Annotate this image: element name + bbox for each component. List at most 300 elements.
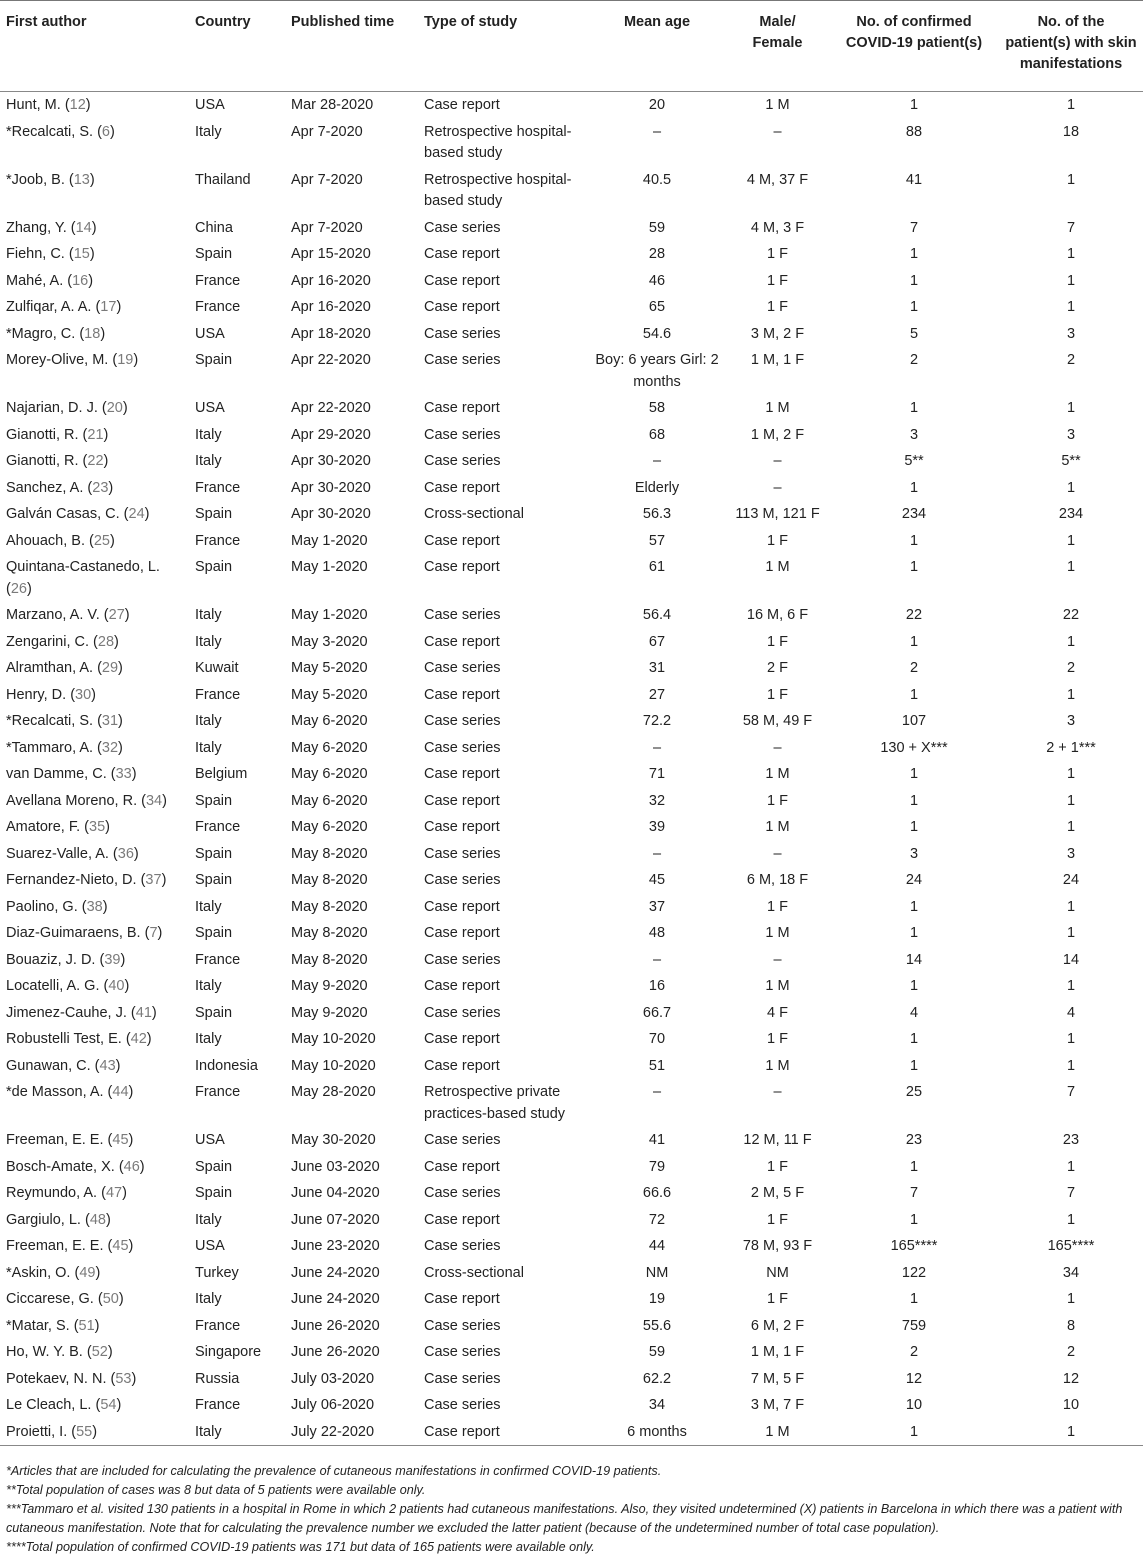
cell-published-time: Apr 7-2020 bbox=[291, 171, 363, 188]
cell-published-time: Apr 15-2020 bbox=[291, 246, 371, 262]
cell-skin: 1 bbox=[1066, 1057, 1076, 1074]
cell-male-female: 1 M bbox=[765, 1423, 790, 1440]
cell-first-author: Fernandez-Nieto, D. (37) bbox=[6, 872, 167, 888]
table-row bbox=[0, 788, 1143, 815]
reference-link[interactable]: 23 bbox=[92, 479, 109, 496]
cell-skin: 4 bbox=[1066, 1004, 1076, 1021]
reference-link[interactable]: 20 bbox=[106, 400, 123, 416]
cell-mean-age: 68 bbox=[648, 426, 666, 443]
cell-confirmed: 1 bbox=[909, 792, 919, 809]
author-name: Fiehn, C. bbox=[6, 246, 65, 262]
cell-male-female: 3 M, 7 F bbox=[750, 1397, 805, 1413]
cell-confirmed: 2 bbox=[909, 352, 919, 368]
cell-confirmed: 23 bbox=[905, 1132, 923, 1148]
cell-mean-age: 51 bbox=[648, 1057, 666, 1074]
reference-link[interactable]: 32 bbox=[101, 739, 119, 756]
col-header-country: Country bbox=[195, 14, 251, 30]
table-row bbox=[0, 1207, 1143, 1234]
cell-male-female: NM bbox=[766, 1264, 789, 1281]
table-row bbox=[0, 1000, 1143, 1027]
cell-published-time: Apr 18-2020 bbox=[291, 325, 371, 342]
cell-first-author: Ahouach, B. (25) bbox=[6, 532, 115, 549]
table-row bbox=[0, 814, 1143, 841]
cell-confirmed: 4 bbox=[909, 1004, 919, 1021]
cell-first-author: *Recalcati, S. (6) bbox=[6, 123, 115, 140]
table-row bbox=[0, 215, 1143, 242]
cell-first-author: Galván Casas, C. (24) bbox=[6, 506, 150, 522]
footnote: **Total population of cases was 8 but data of 5 patients were available only. bbox=[6, 1483, 426, 1497]
cell-skin: 1 bbox=[1066, 686, 1076, 703]
cell-published-time: July 03-2020 bbox=[291, 1370, 375, 1387]
cell-type-of-study: Case report bbox=[424, 1423, 500, 1440]
cell-confirmed: 1 bbox=[909, 819, 919, 835]
cell-skin: 2 bbox=[1066, 660, 1076, 676]
table-row bbox=[0, 1079, 1143, 1127]
table-row bbox=[0, 1366, 1143, 1393]
cell-confirmed: 1 bbox=[909, 532, 919, 549]
cell-type-of-study: Case report bbox=[424, 792, 500, 809]
table-row bbox=[0, 629, 1143, 656]
reference-link[interactable]: 30 bbox=[75, 686, 92, 703]
cell-mean-age: 71 bbox=[648, 766, 666, 782]
cell-country: Spain bbox=[195, 792, 233, 809]
reference-link[interactable]: 22 bbox=[87, 453, 104, 469]
cell-mean-age: 20 bbox=[648, 97, 666, 113]
cell-mean-age: 55.6 bbox=[642, 1317, 672, 1334]
cell-type-of-study: Case report bbox=[424, 766, 500, 782]
cell-confirmed: 1 bbox=[909, 97, 919, 113]
cell-first-author: Potekaev, N. N. (53) bbox=[6, 1370, 137, 1387]
cell-type-of-study: Case report bbox=[424, 1031, 500, 1047]
cell-mean-age: 39 bbox=[648, 819, 666, 835]
cell-published-time: May 5-2020 bbox=[291, 660, 368, 676]
cell-country: Spain bbox=[195, 352, 233, 368]
cell-first-author: Gargiulo, L. (48) bbox=[6, 1211, 111, 1228]
reference-link[interactable]: 42 bbox=[130, 1031, 147, 1047]
cell-country: Russia bbox=[195, 1370, 240, 1387]
reference-link[interactable]: 24 bbox=[128, 506, 145, 522]
cell-mean-age: 37 bbox=[648, 898, 666, 915]
cell-published-time: July 06-2020 bbox=[291, 1397, 375, 1413]
cell-skin: 5** bbox=[1061, 453, 1081, 469]
cell-skin: 1 bbox=[1066, 532, 1076, 549]
reference-link[interactable]: 14 bbox=[75, 219, 92, 236]
cell-mean-age: 67 bbox=[648, 633, 666, 650]
author-name: Galván Casas, C. bbox=[6, 506, 120, 522]
reference-link[interactable]: 38 bbox=[86, 898, 103, 915]
cell-confirmed: 130 + X*** bbox=[880, 739, 948, 756]
table-row bbox=[0, 395, 1143, 422]
cell-skin: 1 bbox=[1066, 819, 1076, 835]
cell-skin: 2 bbox=[1066, 352, 1076, 368]
cell-type-of-study: Case report bbox=[424, 97, 500, 113]
cell-type-of-study: Case report bbox=[424, 1158, 500, 1175]
cell-published-time: June 26-2020 bbox=[291, 1317, 380, 1334]
reference-link[interactable]: 15 bbox=[73, 246, 90, 262]
cell-type-of-study: Case report bbox=[424, 532, 500, 549]
reference-link[interactable]: 17 bbox=[100, 299, 117, 315]
reference-link[interactable]: 26 bbox=[10, 580, 27, 597]
cell-male-female: 1 F bbox=[767, 898, 788, 915]
cell-male-female: 7 M, 5 F bbox=[750, 1370, 805, 1387]
reference-link[interactable]: 47 bbox=[105, 1185, 123, 1201]
col-header-male-female-text: Male/ Female bbox=[752, 14, 803, 51]
author-name: *Recalcati, S. bbox=[6, 713, 94, 729]
cell-mean-age: 34 bbox=[648, 1397, 666, 1413]
cell-first-author: *Recalcati, S. (31) bbox=[6, 713, 123, 729]
cell-first-author: Morey-Olive, M. (19) bbox=[6, 352, 139, 368]
cell-mean-age: 16 bbox=[648, 978, 666, 994]
cell-first-author: *Joob, B. (13) bbox=[6, 171, 95, 188]
reference-link[interactable]: 29 bbox=[101, 660, 119, 676]
author-name: Freeman, E. E. bbox=[6, 1238, 104, 1254]
cell-published-time: May 6-2020 bbox=[291, 819, 368, 835]
author-name: Marzano, A. V. bbox=[6, 607, 100, 623]
col-header-first-author: First author bbox=[6, 14, 87, 30]
cell-first-author: Alramthan, A. (29) bbox=[6, 660, 123, 676]
reference-link[interactable]: 6 bbox=[101, 123, 110, 140]
cell-confirmed: 234 bbox=[901, 506, 927, 522]
cell-mean-age: 66.7 bbox=[642, 1004, 672, 1021]
cell-first-author: Freeman, E. E. (45) bbox=[6, 1132, 134, 1148]
reference-link[interactable]: 18 bbox=[84, 325, 101, 342]
cell-first-author: Gianotti, R. (22) bbox=[6, 453, 109, 469]
cell-mean-age: 58 bbox=[648, 400, 666, 416]
cell-first-author: Zengarini, C. (28) bbox=[6, 633, 119, 650]
cell-type-of-study: Case series bbox=[424, 1397, 501, 1413]
author-name: Amatore, F. bbox=[6, 819, 81, 835]
cell-country: Italy bbox=[195, 1423, 222, 1440]
table-row bbox=[0, 894, 1143, 921]
table-row bbox=[0, 422, 1143, 449]
table-row bbox=[0, 347, 1143, 395]
cell-skin: 7 bbox=[1066, 1185, 1076, 1201]
table-row bbox=[0, 1339, 1143, 1366]
cell-confirmed: 1 bbox=[909, 246, 919, 262]
author-name: *Askin, O. bbox=[6, 1264, 71, 1281]
cell-published-time: May 1-2020 bbox=[291, 559, 368, 575]
reference-link[interactable]: 34 bbox=[145, 792, 163, 809]
cell-mean-age: 56.3 bbox=[642, 506, 672, 522]
cell-skin: 1 bbox=[1066, 299, 1076, 315]
cell-mean-age: 41 bbox=[648, 1132, 666, 1148]
cell-male-female: 1 M bbox=[765, 766, 790, 782]
cell-mean-age: 62.2 bbox=[642, 1370, 672, 1387]
reference-link[interactable]: 55 bbox=[76, 1423, 93, 1440]
cell-type-of-study: Case report bbox=[424, 1057, 500, 1074]
author-name: Gunawan, C. bbox=[6, 1057, 91, 1074]
cell-first-author: van Damme, C. (33) bbox=[6, 766, 137, 782]
cell-male-female: 4 M, 37 F bbox=[746, 171, 809, 188]
reference-link[interactable]: 50 bbox=[102, 1291, 119, 1307]
author-name: Hunt, M. bbox=[6, 97, 61, 113]
cell-skin: 1 bbox=[1066, 766, 1076, 782]
cell-mean-age: NM bbox=[645, 1264, 669, 1281]
cell-skin: 1 bbox=[1066, 171, 1076, 188]
author-name: Paolino, G. bbox=[6, 898, 78, 915]
table-row bbox=[0, 1286, 1143, 1313]
cell-confirmed: 12 bbox=[905, 1370, 923, 1387]
cell-skin: 14 bbox=[1062, 951, 1080, 968]
reference-link[interactable]: 41 bbox=[135, 1004, 152, 1021]
cell-skin: 3 bbox=[1066, 713, 1076, 729]
cell-country: Spain bbox=[195, 872, 233, 888]
reference-link[interactable]: 28 bbox=[97, 633, 115, 650]
table-row bbox=[0, 920, 1143, 947]
reference-link[interactable]: 53 bbox=[115, 1370, 132, 1387]
cell-confirmed: 1 bbox=[909, 898, 919, 915]
reference-link[interactable]: 44 bbox=[112, 1084, 129, 1100]
cell-mean-age: Elderly bbox=[634, 479, 680, 496]
cell-first-author: Suarez-Valle, A. (36) bbox=[6, 845, 139, 862]
cell-skin: 1 bbox=[1066, 559, 1076, 575]
reference-link[interactable]: 12 bbox=[69, 97, 86, 113]
cell-confirmed: 5** bbox=[904, 453, 924, 469]
cell-first-author: Najarian, D. J. (20) bbox=[6, 400, 128, 416]
cell-mean-age: 31 bbox=[648, 660, 666, 676]
cell-published-time: May 8-2020 bbox=[291, 925, 368, 941]
author-name: Bouaziz, J. D. bbox=[6, 951, 96, 968]
cell-mean-age: – bbox=[652, 951, 662, 968]
cell-skin: 12 bbox=[1062, 1370, 1080, 1387]
table-row bbox=[0, 501, 1143, 528]
cell-male-female: – bbox=[773, 1084, 782, 1100]
cell-type-of-study: Case report bbox=[424, 1211, 500, 1228]
cell-published-time: May 30-2020 bbox=[291, 1132, 376, 1148]
cell-mean-age: 40.5 bbox=[642, 171, 672, 188]
author-name: Bosch-Amate, X. bbox=[6, 1158, 115, 1175]
cell-skin: 3 bbox=[1066, 325, 1076, 342]
cell-country: France bbox=[195, 1084, 241, 1100]
cell-country: Spain bbox=[195, 1158, 233, 1175]
author-name: *Joob, B. bbox=[6, 171, 65, 188]
reference-link[interactable]: 49 bbox=[79, 1264, 96, 1281]
cell-country: Italy bbox=[195, 978, 222, 994]
cell-country: France bbox=[195, 299, 241, 315]
author-name: Najarian, D. J. bbox=[6, 400, 98, 416]
reference-link[interactable]: 36 bbox=[117, 845, 134, 862]
cell-first-author: Ciccarese, G. (50) bbox=[6, 1291, 124, 1307]
cell-country: France bbox=[195, 1317, 241, 1334]
cell-country: France bbox=[195, 686, 241, 703]
col-header-mean-age: Mean age bbox=[623, 14, 691, 30]
author-name: Fernandez-Nieto, D. bbox=[6, 872, 137, 888]
author-name: Alramthan, A. bbox=[6, 660, 94, 676]
cell-first-author: Robustelli Test, E. (42) bbox=[6, 1031, 152, 1047]
cell-male-female: 1 M bbox=[765, 978, 790, 994]
cell-type-of-study: Case report bbox=[424, 978, 500, 994]
cell-male-female: 2 F bbox=[767, 660, 788, 676]
cell-country: Singapore bbox=[195, 1344, 262, 1360]
cell-first-author: Sanchez, A. (23) bbox=[6, 479, 114, 496]
reference-link[interactable]: 21 bbox=[87, 426, 104, 443]
table-row bbox=[0, 1154, 1143, 1181]
cell-male-female: 113 M, 121 F bbox=[735, 506, 820, 522]
cell-published-time: May 6-2020 bbox=[291, 792, 368, 809]
cell-skin: 8 bbox=[1066, 1317, 1076, 1334]
table-row bbox=[0, 448, 1143, 475]
reference-link[interactable]: 16 bbox=[72, 272, 89, 289]
author-name: Morey-Olive, M. bbox=[6, 352, 109, 368]
cell-mean-age: 66.6 bbox=[642, 1185, 672, 1201]
cell-country: Spain bbox=[195, 845, 233, 862]
cell-skin: 1 bbox=[1066, 246, 1076, 262]
reference-link[interactable]: 35 bbox=[89, 819, 106, 835]
cell-first-author: Gianotti, R. (21) bbox=[6, 426, 109, 443]
cell-confirmed: 1 bbox=[909, 400, 919, 416]
cell-mean-age: 45 bbox=[648, 872, 666, 888]
cell-country: China bbox=[195, 219, 233, 236]
cell-type-of-study: Case series bbox=[424, 1004, 501, 1021]
reference-link[interactable]: 19 bbox=[117, 352, 134, 368]
cell-mean-age: 54.6 bbox=[642, 325, 672, 342]
reference-link[interactable]: 46 bbox=[123, 1158, 140, 1175]
cell-first-author: Bosch-Amate, X. (46) bbox=[6, 1158, 145, 1175]
reference-link[interactable]: 45 bbox=[112, 1238, 129, 1254]
reference-link[interactable]: 43 bbox=[99, 1057, 116, 1074]
cell-published-time: May 10-2020 bbox=[291, 1031, 376, 1047]
reference-link[interactable]: 7 bbox=[149, 925, 158, 941]
cell-mean-age: 61 bbox=[648, 559, 666, 575]
author-name: Quintana-Castanedo, L. bbox=[6, 559, 160, 575]
author-name: Freeman, E. E. bbox=[6, 1132, 104, 1148]
reference-link[interactable]: 45 bbox=[112, 1132, 129, 1148]
cell-confirmed: 122 bbox=[901, 1264, 927, 1281]
cell-mean-age: 19 bbox=[648, 1291, 666, 1307]
reference-link[interactable]: 25 bbox=[93, 532, 110, 549]
cell-mean-age: 32 bbox=[648, 792, 666, 809]
reference-link[interactable]: 54 bbox=[100, 1397, 117, 1413]
cell-type-of-study: Case series bbox=[424, 607, 501, 623]
cell-mean-age: 44 bbox=[648, 1238, 666, 1254]
cell-first-author: *de Masson, A. (44) bbox=[6, 1084, 134, 1100]
cell-country: Italy bbox=[195, 1031, 222, 1047]
table-row bbox=[0, 947, 1143, 974]
cell-confirmed: 88 bbox=[905, 123, 923, 140]
cell-type-of-study: Case report bbox=[424, 633, 500, 650]
cell-country: France bbox=[195, 532, 241, 549]
author-name: Robustelli Test, E. bbox=[6, 1031, 122, 1047]
author-name: Gargiulo, L. bbox=[6, 1211, 81, 1228]
cell-first-author: Le Cleach, L. (54) bbox=[6, 1397, 122, 1413]
cell-type-of-study: Case series bbox=[424, 951, 501, 968]
cell-confirmed: 1 bbox=[909, 686, 919, 703]
reference-link[interactable]: 27 bbox=[108, 607, 125, 623]
reference-link[interactable]: 39 bbox=[104, 951, 121, 968]
reference-link[interactable]: 37 bbox=[145, 872, 162, 888]
cell-confirmed: 22 bbox=[905, 607, 923, 623]
cell-skin: 1 bbox=[1066, 633, 1076, 650]
cell-confirmed: 1 bbox=[909, 1158, 919, 1175]
cell-published-time: Apr 22-2020 bbox=[291, 400, 371, 416]
author-name: Suarez-Valle, A. bbox=[6, 845, 109, 862]
cell-published-time: July 22-2020 bbox=[291, 1423, 375, 1440]
cell-first-author: Paolino, G. (38) bbox=[6, 898, 108, 915]
cell-country: Spain bbox=[195, 559, 233, 575]
table-row bbox=[0, 268, 1143, 295]
table-row bbox=[0, 867, 1143, 894]
footnote: ***Tammaro et al. visited 130 patients in a hospital in Rome in which 2 patients had cutaneous manifestations. Also, they visited undetermined (X) patients in Barcelona in which there was a patient with cutaneous manifestation. Note that for calculating the prevalence number we excluded the latter patient (because of the undetermined number of total case population). bbox=[6, 1502, 1123, 1535]
cell-type-of-study: Case report bbox=[424, 925, 500, 941]
cell-first-author: Amatore, F. (35) bbox=[6, 819, 110, 835]
cell-first-author: *Tammaro, A. (32) bbox=[6, 739, 123, 756]
cell-type-of-study: Case series bbox=[424, 845, 501, 862]
cell-type-of-study: Case series bbox=[424, 1317, 501, 1334]
cell-first-author: Zulfiqar, A. A. (17) bbox=[6, 299, 122, 315]
reference-link[interactable]: 33 bbox=[115, 766, 132, 782]
cell-skin: 34 bbox=[1062, 1264, 1080, 1281]
cell-type-of-study: Case series bbox=[424, 872, 501, 888]
col-header-male-female bbox=[726, 1, 829, 92]
cell-published-time: June 24-2020 bbox=[291, 1264, 380, 1281]
table-row bbox=[0, 761, 1143, 788]
cell-male-female: 12 M, 11 F bbox=[743, 1132, 812, 1148]
cell-mean-age: 56.4 bbox=[642, 607, 672, 623]
cell-male-female: 1 M bbox=[765, 819, 790, 835]
reference-link[interactable]: 13 bbox=[73, 171, 90, 188]
author-name: *Recalcati, S. bbox=[6, 123, 94, 140]
cell-confirmed: 3 bbox=[909, 426, 919, 443]
cell-confirmed: 1 bbox=[909, 479, 919, 496]
cell-male-female: 1 M, 1 F bbox=[750, 352, 805, 368]
table-row bbox=[0, 241, 1143, 268]
cell-skin: 3 bbox=[1066, 426, 1076, 443]
cell-published-time: May 8-2020 bbox=[291, 951, 368, 968]
cell-confirmed: 1 bbox=[909, 1031, 919, 1047]
reference-link[interactable]: 51 bbox=[78, 1317, 95, 1334]
cell-confirmed: 1 bbox=[909, 299, 919, 315]
cell-male-female: – bbox=[773, 951, 782, 968]
cell-type-of-study: Case series bbox=[424, 1185, 501, 1201]
cell-published-time: May 10-2020 bbox=[291, 1057, 376, 1074]
cell-mean-age: 48 bbox=[648, 925, 666, 941]
cell-published-time: Apr 29-2020 bbox=[291, 426, 371, 443]
cell-skin: 1 bbox=[1066, 272, 1076, 289]
author-name: Locatelli, A. G. bbox=[6, 978, 100, 994]
reference-link[interactable]: 52 bbox=[91, 1344, 108, 1360]
table-row bbox=[0, 655, 1143, 682]
reference-link[interactable]: 48 bbox=[89, 1211, 106, 1228]
cell-published-time: June 24-2020 bbox=[291, 1291, 380, 1307]
cell-first-author: Fiehn, C. (15) bbox=[6, 246, 95, 262]
cell-mean-age: – bbox=[652, 739, 662, 756]
cell-published-time: May 8-2020 bbox=[291, 898, 368, 915]
reference-link[interactable]: 40 bbox=[108, 978, 125, 994]
cell-published-time: Apr 30-2020 bbox=[291, 453, 371, 469]
cell-skin: 1 bbox=[1066, 400, 1076, 416]
table-row bbox=[0, 1233, 1143, 1260]
author-name: Proietti, I. bbox=[6, 1423, 68, 1440]
cell-male-female: 1 M bbox=[765, 1057, 790, 1074]
cell-skin: 234 bbox=[1058, 506, 1084, 522]
cell-first-author: *Magro, C. (18) bbox=[6, 325, 106, 342]
reference-link[interactable]: 31 bbox=[101, 713, 119, 729]
cell-published-time: May 28-2020 bbox=[291, 1084, 376, 1100]
cell-mean-age: 79 bbox=[648, 1158, 666, 1175]
cell-country: Italy bbox=[195, 426, 222, 443]
cell-published-time: Apr 16-2020 bbox=[291, 272, 371, 289]
cell-male-female: 58 M, 49 F bbox=[742, 713, 813, 729]
cell-skin: 1 bbox=[1066, 898, 1076, 915]
cell-published-time: Apr 16-2020 bbox=[291, 299, 371, 315]
cell-country: Italy bbox=[195, 1211, 222, 1228]
cell-published-time: May 8-2020 bbox=[291, 845, 368, 862]
cell-type-of-study: Case series bbox=[424, 739, 501, 756]
author-name: Diaz-Guimaraens, B. bbox=[6, 925, 141, 941]
cell-country: USA bbox=[195, 1238, 225, 1254]
cell-published-time: Apr 30-2020 bbox=[291, 479, 371, 496]
cell-country: Italy bbox=[195, 739, 222, 756]
